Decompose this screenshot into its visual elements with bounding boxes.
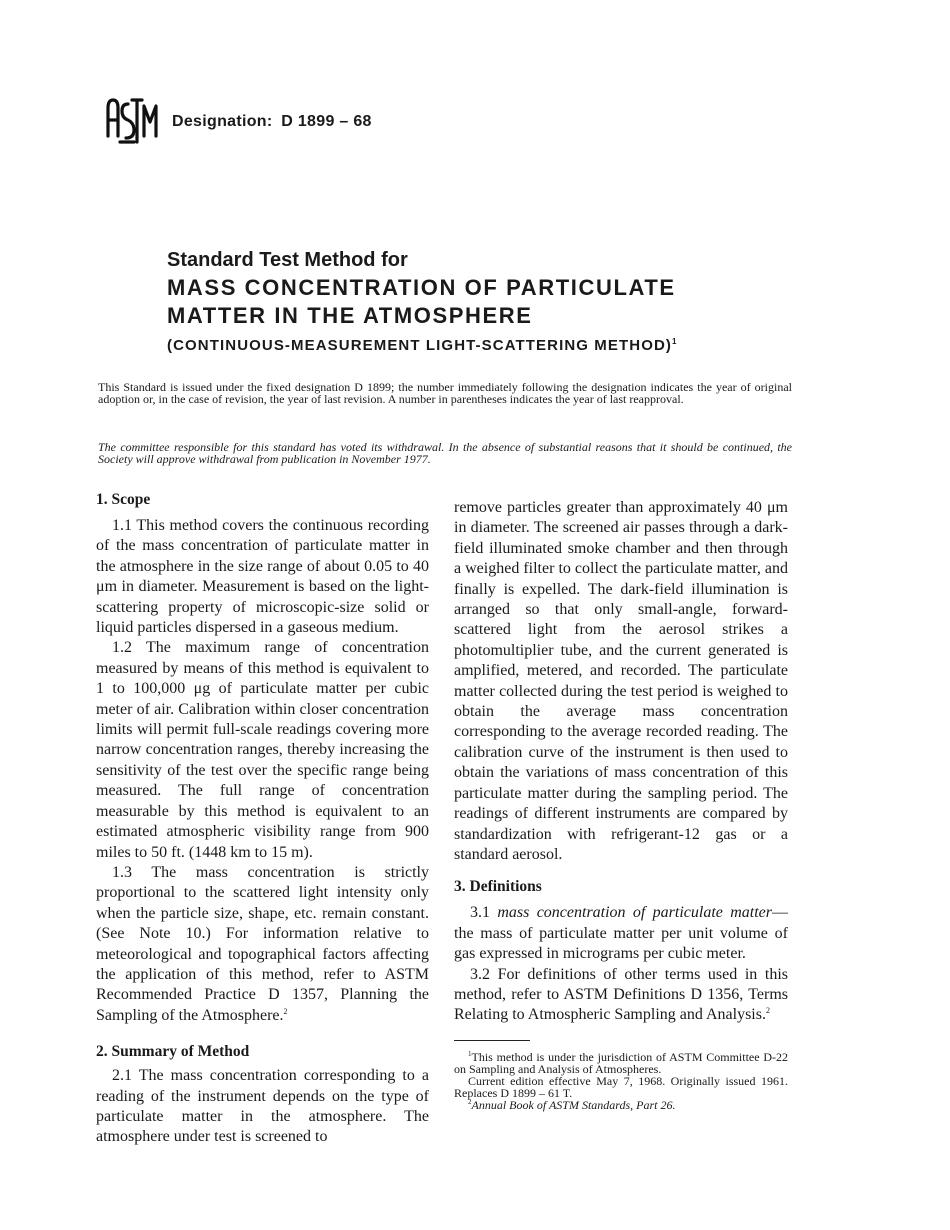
footnote-1 bbox=[454, 1051, 788, 1075]
title-block bbox=[167, 246, 867, 357]
astm-logo bbox=[104, 96, 158, 146]
footnote-divider bbox=[454, 1040, 530, 1041]
title-method-text: (CONTINUOUS-MEASUREMENT LIGHT-SCATTERING METHOD) bbox=[167, 337, 672, 354]
paragraph-1-1: 1.1 This method covers the continuous recording of the mass concentration of particulate matter in the atmosphere in the size range of about 0.05 to 40 μm in diameter. Measurement is based on the light-scattering property of microscopic-size solid or liquid particles dispersed in a gaseous medium. bbox=[96, 517, 429, 637]
footnote-2-text: Annual Book of ASTM Standards, Part 26. bbox=[471, 1097, 676, 1112]
paragraph-3-2-text: 3.2 For definitions of other terms used in this method, refer to ASTM Definitions D 1356, Terms Relating to Atmospheric Sampling and Analysis. bbox=[454, 965, 788, 1024]
title-line-main-2: MATTER IN THE ATMOSPHERE bbox=[167, 303, 533, 328]
left-column bbox=[96, 490, 429, 1148]
footnotes bbox=[454, 1051, 788, 1111]
footnote-ref: 1 bbox=[672, 337, 678, 346]
designation-line bbox=[172, 113, 372, 131]
paragraph-2-1-continued: remove particles greater than approximately 40 μm in diameter. The screened air passes through a dark-field illuminated smoke chamber and then through a weighed filter to collect the particulate matter, and finally is expelled. The dark-field illumination is arranged so that only small-angle, forward-scattered light from the aerosol strikes a photomultiplier tube, and the current generated is amplified, metered, and recorded. The particulate matter collected during the test period is weighed to obtain the average mass concentration corresponding to the average recorded reading. The calibration curve of the instrument is then used to obtain the variations of mass concentration of this particulate matter during the sampling period. The readings of different instruments are compared by standardization with refrigerant-12 gas or a standard aerosol. bbox=[454, 499, 788, 863]
paragraph-3-1 bbox=[454, 903, 788, 964]
footnote-1-text: This method is under the jurisdiction of ASTM Committee D-22 on Sampling and Analysis of Atmospheres. bbox=[454, 1049, 788, 1076]
title-line-method bbox=[167, 335, 867, 357]
section-heading-definitions: 3. Definitions bbox=[454, 878, 542, 896]
section-heading-summary: 2. Summary of Method bbox=[96, 1043, 250, 1061]
paragraph-1-2: 1.2 The maximum range of concentration measured by means of this method is equivalent to 1 to 100,000 μg of particulate matter per cubic meter of air. Calibration within closer concentration limits will permit full-scale readings covering more narrow concentration ranges, thereby increasing the sensitivity of the test over the specific range being measured. The full range of concentration measurable by this method is equivalent to an estimated atmospheric visibility range from 900 miles to 50 ft. (1448 km to 15 m). bbox=[96, 639, 429, 861]
footnote-2 bbox=[454, 1099, 788, 1111]
definition-text: —the mass of particulate matter per unit volume of gas expressed in micrograms per cubic meter. bbox=[454, 904, 788, 963]
footnote-ref: 2 bbox=[283, 1006, 288, 1016]
paragraph-2-1: 2.1 The mass concentration corresponding to a reading of the instrument depends on the type of particulate matter in the atmosphere. The atmosphere under test is screened to bbox=[96, 1067, 429, 1146]
defined-term: mass concentration of particulate matter bbox=[497, 904, 772, 922]
footnote-ref: 2 bbox=[765, 1006, 770, 1016]
paragraph-1-3 bbox=[96, 863, 429, 1026]
paragraph-1-3-text: 1.3 The mass concentration is strictly proportional to the scattered light intensity only when the particle size, shape, etc. remain constant. (See Note 10.) For information relative to meteorological and topographical factors affecting the application of this method, refer to ASTM Recommended Practice D 1357, Planning the Sampling of the Atmosphere. bbox=[96, 863, 429, 1024]
paragraph-3-1-number: 3.1 bbox=[470, 904, 490, 922]
designation-label: Designation: bbox=[172, 113, 273, 130]
title-line-main-1: MASS CONCENTRATION OF PARTICULATE bbox=[167, 275, 676, 300]
footnote-2-mark: 2 bbox=[468, 1097, 472, 1106]
footnote-1-edition: Current edition effective May 7, 1968. Originally issued 1961. Replaces D 1899 – 61 T. bbox=[454, 1073, 788, 1100]
right-column bbox=[454, 498, 788, 1111]
title-line-standard: Standard Test Method for bbox=[167, 249, 408, 271]
section-heading-scope: 1. Scope bbox=[96, 491, 151, 508]
footnote-1-mark: 1 bbox=[468, 1049, 472, 1058]
withdrawal-notice: The committee responsible for this standard has voted its withdrawal. In the absence of substantial reasons that it should be continued, the Society will approve withdrawal from publication in November 1977. bbox=[98, 440, 792, 466]
issuance-notice: This Standard is issued under the fixed designation D 1899; the number immediately following the designation indicates the year of original adoption or, in the case of revision, the year of last revision. A number in parentheses indicates the year of last reapproval. bbox=[98, 380, 792, 406]
paragraph-3-2 bbox=[454, 965, 788, 1026]
designation-code: D 1899 – 68 bbox=[281, 113, 372, 130]
